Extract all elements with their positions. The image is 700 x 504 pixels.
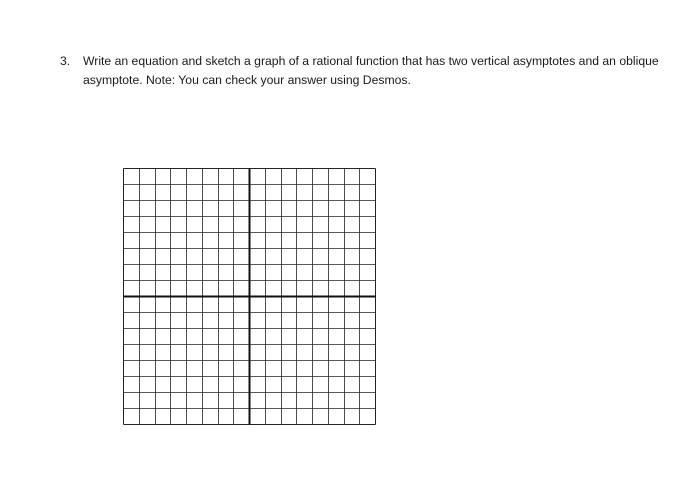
question-prompt: Write an equation and sketch a graph of a rational function that has two vertical asymptotes and an oblique asymptote. Note: You can check your answer using Desmos. [83,54,659,87]
blank-graph-grid [123,168,376,425]
question-3 [60,52,660,90]
graph-grid-svg [123,168,376,425]
question-number: 3. [60,54,71,68]
